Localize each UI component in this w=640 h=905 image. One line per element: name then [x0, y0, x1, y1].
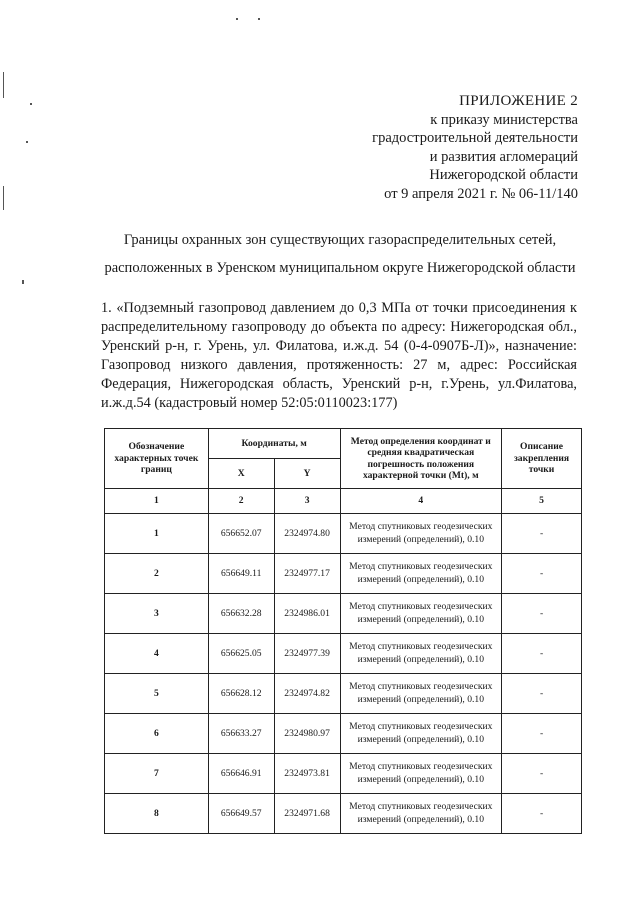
table-row	[105, 634, 582, 674]
table-row	[105, 794, 582, 834]
appendix-block	[372, 92, 578, 203]
scan-mark	[26, 141, 28, 143]
description-cell: -	[502, 554, 582, 594]
heading-line: Границы охранных зон существующих газораспределительных сетей,	[123, 232, 557, 248]
description-cell: -	[502, 634, 582, 674]
document-heading	[80, 226, 600, 282]
scan-mark	[3, 186, 4, 210]
description-cell: -	[502, 674, 582, 714]
heading-line: расположенных в Уренском муниципальном округе Нижегородской области	[104, 260, 576, 276]
object-description: 1. «Подземный газопровод давлением до 0,3 МПа от точки присоединения к распределительному газопроводу до объекта по адресу: Нижегородская обл., Уренский р-н, г. Урень, ул. Филатова, и.ж.д. 54 (0-4-0907Б-Л)», назначение: Газопровод низкого давления, протяженность: 27 м, адрес: Российская Федерация, Нижегородская область, Уренский р-н, г.Урень, ул.Филатова, и.ж.д.54 (кадастровый номер 52:05:0110023:177)	[101, 300, 577, 411]
header-y: Y	[274, 459, 340, 489]
appendix-line: Нижегородской области	[429, 167, 578, 183]
table-row	[105, 714, 582, 754]
coord-y: 2324986.01	[274, 594, 340, 634]
header-designation: Обозначение характерных точек границ	[105, 429, 209, 489]
point-number: 8	[105, 794, 209, 834]
column-number: 1	[105, 489, 209, 514]
column-number: 3	[274, 489, 340, 514]
method-cell: Метод спутниковых геодезических измерений (определений), 0.10	[340, 634, 502, 674]
coord-x: 656632.28	[208, 594, 274, 634]
coord-x: 656649.57	[208, 794, 274, 834]
header-coordinates: Координаты, м	[208, 429, 340, 459]
coordinates-table	[104, 428, 582, 834]
method-cell: Метод спутниковых геодезических измерений (определений), 0.10	[340, 514, 502, 554]
method-cell: Метод спутниковых геодезических измерений (определений), 0.10	[340, 754, 502, 794]
coord-y: 2324977.17	[274, 554, 340, 594]
table-row	[105, 594, 582, 634]
appendix-line: и развития агломераций	[429, 148, 578, 165]
method-cell: Метод спутниковых геодезических измерений (определений), 0.10	[340, 674, 502, 714]
point-number: 7	[105, 754, 209, 794]
table-row	[105, 514, 582, 554]
description-cell: -	[502, 794, 582, 834]
column-number: 2	[208, 489, 274, 514]
coord-y: 2324974.82	[274, 674, 340, 714]
coord-x: 656646.91	[208, 754, 274, 794]
table-row	[105, 674, 582, 714]
scan-mark	[236, 18, 238, 20]
column-number: 5	[502, 489, 582, 514]
scan-mark	[3, 72, 4, 98]
scan-mark	[258, 18, 260, 20]
appendix-line: к приказу министерства	[430, 111, 578, 128]
coord-y: 2324980.97	[274, 714, 340, 754]
table-row	[105, 554, 582, 594]
coord-x: 656628.12	[208, 674, 274, 714]
coord-x: 656633.27	[208, 714, 274, 754]
point-number: 2	[105, 554, 209, 594]
coord-y: 2324977.39	[274, 634, 340, 674]
method-cell: Метод спутниковых геодезических измерений (определений), 0.10	[340, 554, 502, 594]
description-cell: -	[502, 514, 582, 554]
coord-y: 2324974.80	[274, 514, 340, 554]
point-number: 3	[105, 594, 209, 634]
point-number: 4	[105, 634, 209, 674]
appendix-line: от 9 апреля 2021 г. № 06-11/140	[384, 185, 578, 202]
scan-mark	[22, 280, 24, 284]
appendix-line: градостроительной деятельности	[372, 130, 578, 146]
point-number: 6	[105, 714, 209, 754]
scan-mark	[30, 103, 32, 105]
header-method: Метод определения координат и средняя квадратическая погрешность положения характерной точки (Mt), м	[340, 429, 502, 489]
description-cell: -	[502, 594, 582, 634]
appendix-title: ПРИЛОЖЕНИЕ 2	[459, 93, 578, 109]
description-cell: -	[502, 714, 582, 754]
header-description: Описание закрепления точки	[502, 429, 582, 489]
coord-x: 656649.11	[208, 554, 274, 594]
header-x: X	[208, 459, 274, 489]
coord-y: 2324971.68	[274, 794, 340, 834]
coord-x: 656625.05	[208, 634, 274, 674]
point-number: 5	[105, 674, 209, 714]
point-number: 1	[105, 514, 209, 554]
column-number: 4	[340, 489, 502, 514]
table-row	[105, 754, 582, 794]
method-cell: Метод спутниковых геодезических измерений (определений), 0.10	[340, 714, 502, 754]
coord-x: 656652.07	[208, 514, 274, 554]
coord-y: 2324973.81	[274, 754, 340, 794]
description-cell: -	[502, 754, 582, 794]
method-cell: Метод спутниковых геодезических измерений (определений), 0.10	[340, 794, 502, 834]
method-cell: Метод спутниковых геодезических измерений (определений), 0.10	[340, 594, 502, 634]
